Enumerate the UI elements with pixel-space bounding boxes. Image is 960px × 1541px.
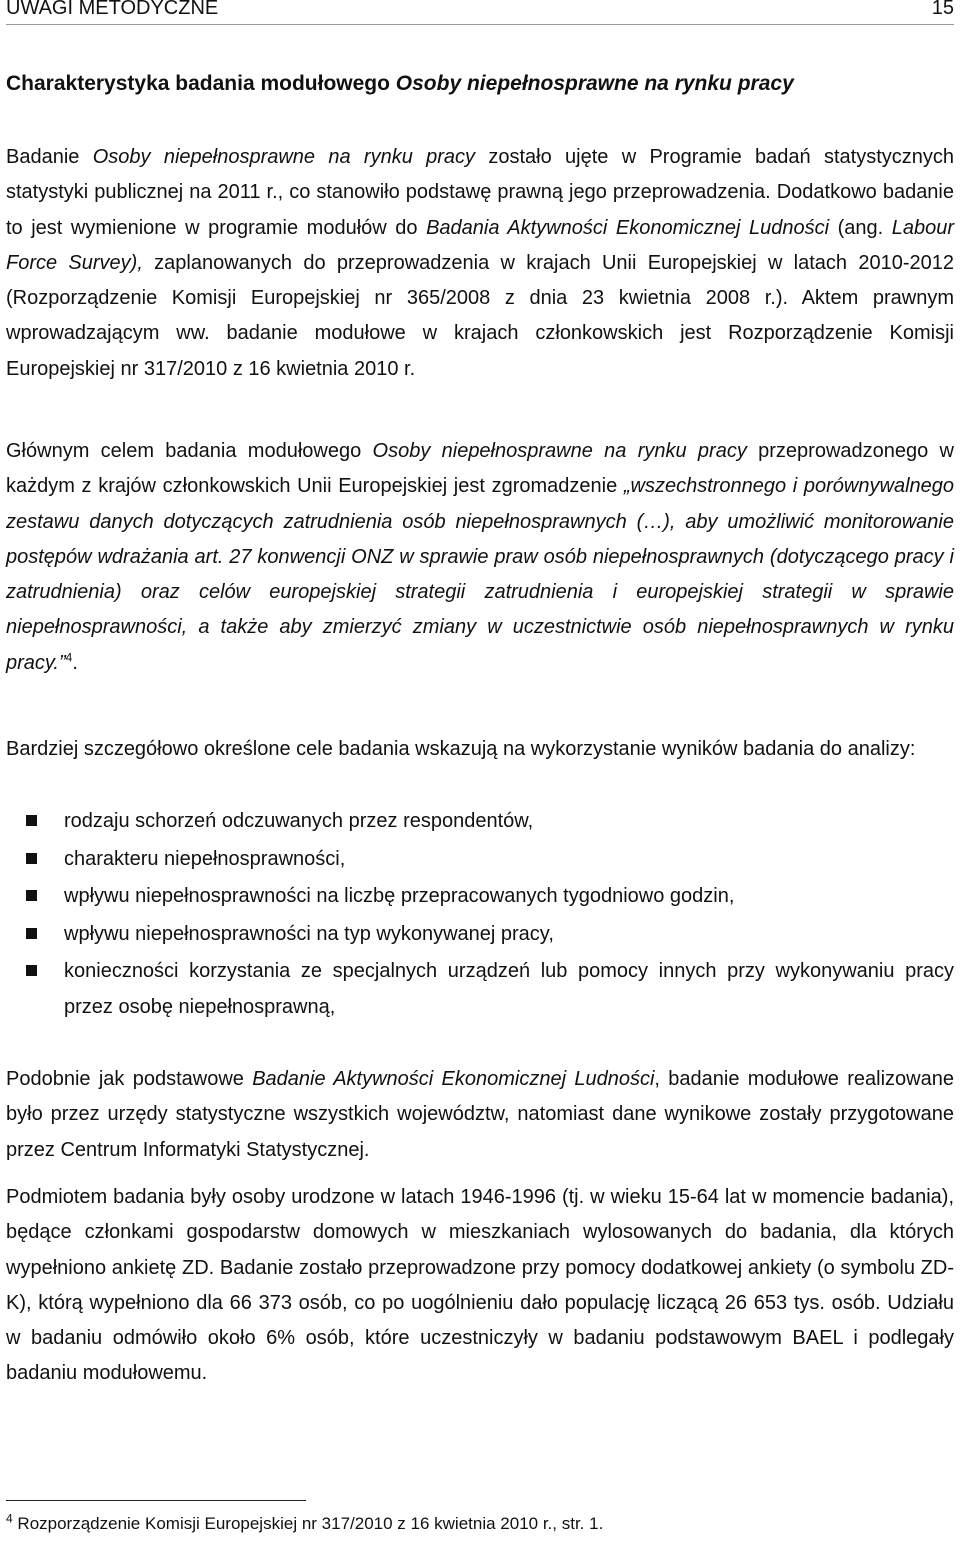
list-item <box>6 804 954 840</box>
heading-text: Charakterystyka badania modułowego <box>6 72 396 95</box>
square-bullet-icon <box>26 965 37 976</box>
square-bullet-icon <box>26 853 37 864</box>
p1-text-2: zostało ujęte w Programie badań statystycznych statystyki publicznej na 2011 r., co stanowiło podstawę prawną jego przeprowadzenia. Dodatkowo badanie to jest wymienione w programie modułów do <box>6 146 954 239</box>
analysis-goals-list <box>6 804 954 1027</box>
footnote-reference[interactable]: 4 <box>65 650 73 665</box>
p2-italic-1: Osoby niepełnosprawne na rynku pracy <box>372 440 747 462</box>
footnote-divider <box>6 1500 306 1501</box>
section-heading <box>6 70 794 98</box>
list-item-text: wpływu niepełnosprawności na liczbę przepracowanych tygodniowo godzin, <box>64 885 735 907</box>
p1-text-1: Badanie <box>6 146 93 168</box>
list-item-text: konieczności korzystania ze specjalnych urządzeń lub pomocy innych przy wykonywaniu pracy przez osobę niepełnosprawną, <box>64 960 954 1018</box>
list-item <box>6 842 954 878</box>
running-header <box>6 0 954 25</box>
heading-italic-text: Osoby niepełnosprawne na rynku pracy <box>395 72 794 95</box>
page-number: 15 <box>931 0 954 19</box>
paragraph-legal-basis <box>6 140 954 387</box>
p2-text-2: przeprowadzonego w każdym z krajów członkowskich Unii Europejskiej jest zgromadzenie <box>6 440 954 498</box>
paragraph-main-goal <box>6 434 954 681</box>
p1-italic-2: Badania Aktywności Ekonomicznej Ludności <box>426 216 830 239</box>
list-item <box>6 954 954 1025</box>
square-bullet-icon <box>26 890 37 901</box>
section-title: UWAGI METODYCZNE <box>6 0 219 19</box>
p1-italic-3: Labour Force Survey), <box>6 216 954 274</box>
square-bullet-icon <box>26 815 37 826</box>
list-item <box>6 917 954 953</box>
p1-text-3: (ang. <box>829 216 892 239</box>
list-item <box>6 879 954 915</box>
p2-text-1: Głównym celem badania modułowego <box>6 440 373 462</box>
square-bullet-icon <box>26 928 37 939</box>
p4-text-1: Podobnie jak podstawowe <box>6 1068 253 1090</box>
list-item-text: charakteru niepełnosprawności, <box>64 847 346 870</box>
p4-text-2: , badanie modułowe realizowane było przez urzędy statystyczne wszystkich województw, natomiast dane wynikowe zostały przygotowane przez Centrum Informatyki Statystycznej. <box>6 1068 954 1161</box>
p1-italic-1: Osoby niepełnosprawne na rynku pracy <box>92 146 476 168</box>
footnote-text: Rozporządzenie Komisji Europejskiej nr 317/2010 z 16 kwietnia 2010 r., str. 1. <box>12 1514 604 1533</box>
paragraph-detailed-goals: Bardziej szczegółowo określone cele badania wskazują na wykorzystanie wyników badania do analizy: <box>6 738 916 760</box>
paragraph-implementation <box>6 1062 954 1168</box>
list-item-text: rodzaju schorzeń odczuwanych przez respondentów, <box>64 810 534 832</box>
p4-italic-1: Badanie Aktywności Ekonomicznej Ludności <box>252 1068 655 1090</box>
footnote <box>6 1512 954 1536</box>
paragraph-survey-subject: Podmiotem badania były osoby urodzone w latach 1946-1996 (tj. w wieku 15-64 lat w momencie badania), będące członkami gospodarstw domowych w mieszkaniach wylosowanych do badania, dla których wypełniono ankietę ZD. Badanie zostało przeprowadzone przy pomocy dodatkowej ankiety (o symbolu ZD-K), którą wypełniono dla 66 373 osób, co po uogólnieniu dało populację liczącą 26 653 tys. osób. Udziału w badaniu odmówiło około 6% osób, które uczestniczyły w badaniu podstawowym BAEL i podlegały badaniu modułowemu. <box>6 1186 954 1385</box>
p2-text-3: . <box>72 651 78 674</box>
p1-text-4: zaplanowanych do przeprowadzenia w krajach Unii Europejskiej w latach 2010-2012 (Rozporządzenie Komisji Europejskiej nr 365/2008 z dnia 23 kwietnia 2008 r.). Aktem prawnym wprowadzającym ww. badanie modułowe w krajach członkowskich jest Rozporządzenie Komisji Europejskiej nr 317/2010 z 16 kwietnia 2010 r. <box>6 251 954 380</box>
p2-quote: „wszechstronnego i porównywalnego zestawu danych dotyczących zatrudnienia osób niepełnosprawnych (…), aby umożliwić monitorowanie postępów wdrażania art. 27 konwencji ONZ w sprawie praw osób niepełnosprawnych (dotyczącego pracy i zatrudnienia) oraz celów europejskiej strategii zatrudnienia i europejskiej strategii w sprawie niepełnosprawności, a także aby zmierzyć zmiany w uczestnictwie osób niepełnosprawnych w rynku pracy.” <box>6 475 954 674</box>
footnote-marker: 4 <box>6 1511 13 1526</box>
list-item-text: wpływu niepełnosprawności na typ wykonywanej pracy, <box>64 922 554 945</box>
